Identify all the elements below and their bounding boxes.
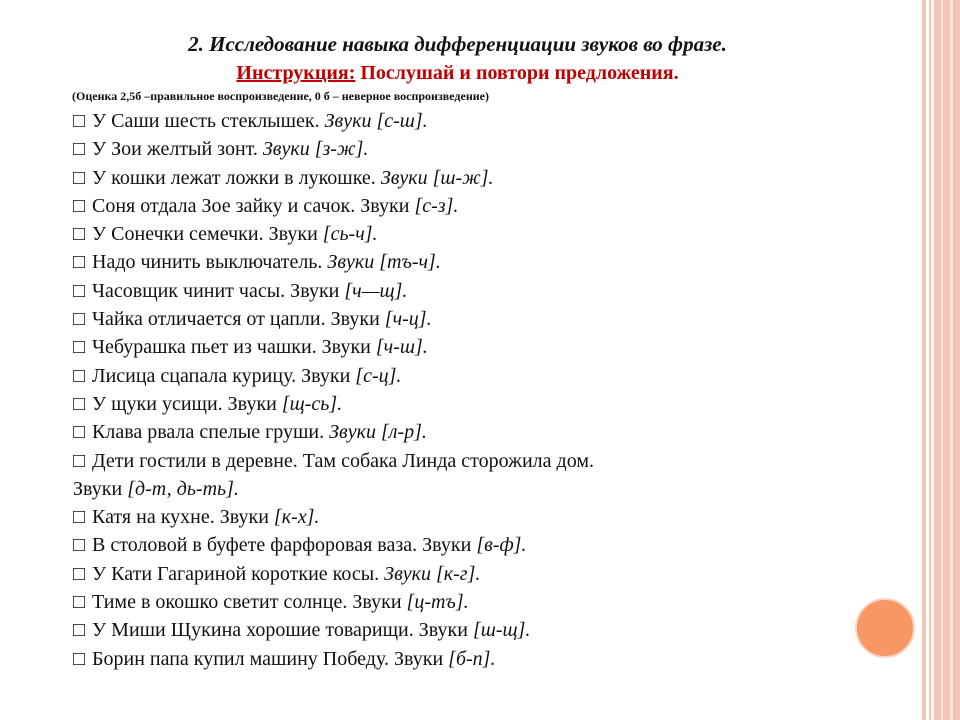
list-item-continuation [73,475,594,503]
sentence-text: Катя на кухне. Звуки [92,506,274,529]
checkbox-icon: □ [73,534,86,557]
sentence-text: Соня отдала Зое зайку и сачок. Звуки [92,194,415,217]
sound-pair: Звуки [к-г]. [384,562,481,585]
list-item [73,418,594,446]
sentence-list [73,107,594,673]
scoring-note: (Оценка 2,5б –правильное воспроизведение, 0 б – неверное воспроизведение) [72,89,489,103]
checkbox-icon: □ [73,591,86,614]
checkbox-icon: □ [73,138,86,161]
list-item [73,503,594,531]
sound-pair: Звуки [ш-ж]. [380,166,494,189]
sound-pair: [ч-ц]. [384,308,432,331]
checkbox-icon: □ [73,166,86,189]
sound-pair: [ш-щ]. [472,619,531,642]
checkbox-icon: □ [73,279,86,302]
checkbox-icon: □ [73,449,86,472]
list-item [73,220,594,248]
checkbox-icon: □ [73,308,86,331]
list-item [73,645,594,673]
sentence-text: У Зои желтый зонт. [92,138,263,161]
sentence-text: Тиме в окошко светит солнце. Звуки [92,591,407,614]
list-item [73,192,594,220]
sound-pair: [к-х]. [273,506,320,529]
decorative-border-stripe [922,0,926,720]
sentence-text: Надо чинить выключатель. [92,251,328,274]
checkbox-icon: □ [73,562,86,585]
sentence-text: Чебурашка пьет из чашки. Звуки [92,336,376,359]
sentence-text: Звуки [73,477,128,500]
list-item [73,135,594,163]
sentence-text: У Саши шесть стеклышек. [92,110,325,132]
checkbox-icon: □ [73,506,86,529]
list-item [73,560,594,588]
list-item [73,588,594,616]
sound-pair: [ч-ш]. [375,336,428,359]
list-item [73,248,594,276]
sentence-text: У кошки лежат ложки в лукошке. [92,166,381,189]
checkbox-icon: □ [73,336,86,359]
checkbox-icon: □ [73,364,86,387]
instruction-text: Послушай и повтори предложения. [355,62,679,84]
sentence-text: В столовой в буфете фарфоровая ваза. Звуки [92,534,477,557]
sentence-text: Борин папа купил машину Победу. Звуки [92,647,449,670]
instruction-label: Инструкция: [236,62,356,84]
sentence-text: Часовщик чинит часы. Звуки [92,279,345,302]
sentence-text: У Кати Гагариной короткие косы. [92,562,385,585]
sound-pair: Звуки [з-ж]. [262,138,369,161]
sound-pair: [б-п]. [448,647,496,670]
decorative-circle [857,600,913,656]
decorative-border-band [934,0,960,720]
sound-pair: [в-ф]. [476,534,527,557]
checkbox-icon: □ [73,194,86,217]
sentence-text: Чайка отличается от цапли. Звуки [92,308,385,331]
sound-pair: [д-т, дь-ть]. [127,477,239,500]
checkbox-icon: □ [73,223,86,246]
sound-pair: Звуки [с-ш]. [324,110,428,132]
checkbox-icon: □ [73,647,86,670]
sound-pair: Звуки [л-р]. [329,421,427,444]
decorative-border-stripe [950,0,953,720]
checkbox-icon: □ [73,421,86,444]
sentence-text: У Миши Щукина хорошие товарищи. Звуки [92,619,473,642]
sentence-text: Клава рвала спелые груши. [92,421,330,444]
slide-heading: 2. Исследование навыка дифференциации звуков во фразе. [188,32,727,56]
list-item [73,333,594,361]
sentence-text: Лисица сцапала курицу. Звуки [92,364,356,387]
list-item [73,305,594,333]
sentence-text: Дети гостили в деревне. Там собака Линда сторожила дом. [92,449,594,472]
decorative-border-stripe [941,0,943,720]
sound-pair: [ц-тъ]. [406,591,469,614]
checkbox-icon: □ [73,392,86,415]
list-item [73,164,594,192]
sentence-text: У щуки усищи. Звуки [92,392,282,415]
sound-pair: [щ-сь]. [281,392,343,415]
sound-pair: [сь-ч]. [322,223,378,246]
checkbox-icon: □ [73,619,86,642]
list-item [73,390,594,418]
instruction-line [0,60,915,86]
list-item [73,447,594,475]
sound-pair: [ч—щ]. [344,279,408,302]
list-item [73,616,594,644]
list-item [73,277,594,305]
decorative-border-stripe [929,0,931,720]
checkbox-icon: □ [73,110,86,132]
sentence-text: У Сонечки семечки. Звуки [92,223,323,246]
sound-pair: Звуки [тъ-ч]. [327,251,441,274]
checkbox-icon: □ [73,251,86,274]
sound-pair: [с-ц]. [355,364,402,387]
list-item [73,362,594,390]
list-item [73,531,594,559]
list-item [73,107,594,135]
sound-pair: [с-з]. [414,194,459,217]
